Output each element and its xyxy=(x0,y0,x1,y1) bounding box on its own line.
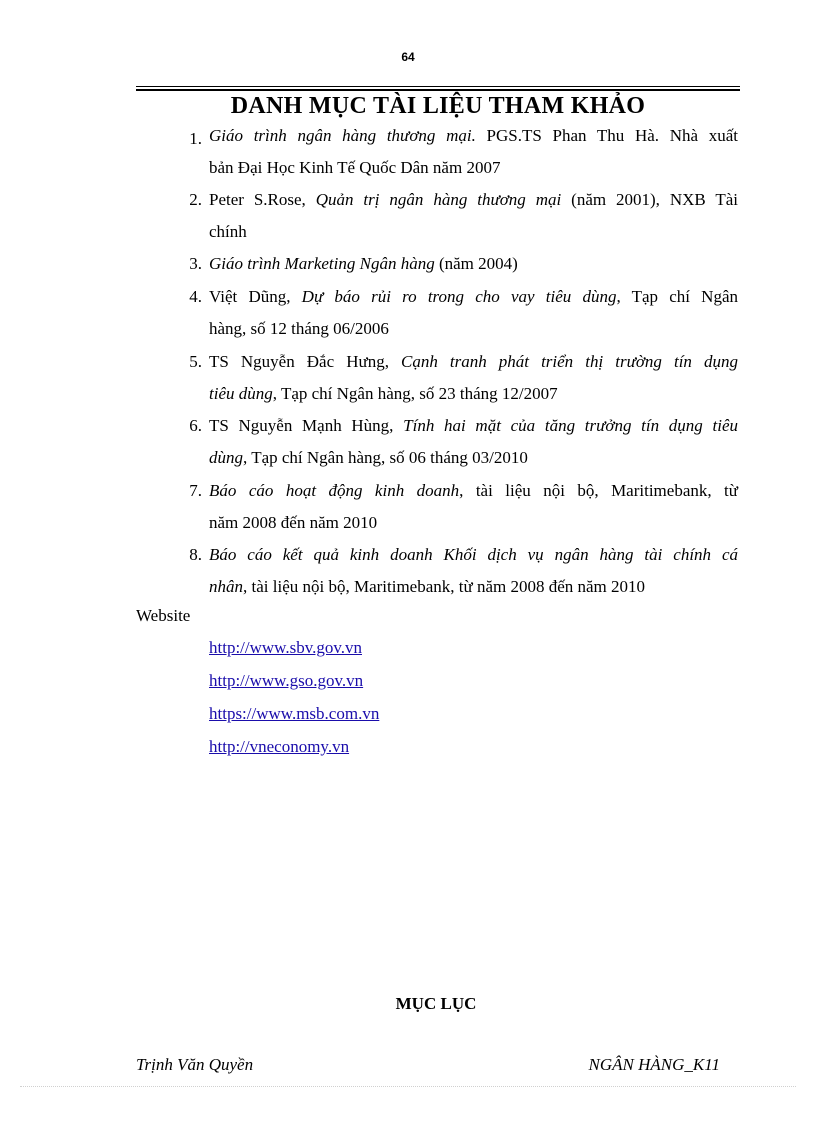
reference-detail: Peter S.Rose, xyxy=(209,190,316,209)
reference-text-continuation xyxy=(209,313,738,345)
reference-text-line xyxy=(209,539,738,571)
reference-text-continuation xyxy=(209,152,738,184)
reference-text-line xyxy=(209,410,738,442)
reference-text-line xyxy=(209,281,738,313)
reference-title: Tính hai mặt của tăng trưởng tín dụng tiêu xyxy=(403,416,738,435)
reference-detail: TS Nguyễn Mạnh Hùng, xyxy=(209,416,404,435)
reference-title: nhân xyxy=(209,577,243,596)
reference-title: Dự báo rủi ro trong cho vay tiêu dùng xyxy=(301,287,617,306)
reference-text-continuation xyxy=(209,507,738,539)
reference-title: dùng xyxy=(209,448,243,467)
page-number: 64 xyxy=(401,50,415,64)
reference-number: 5. xyxy=(189,352,202,371)
reference-text-continuation xyxy=(209,571,738,603)
reference-number: 1. xyxy=(189,129,202,148)
footer-author: Trịnh Văn Quyền xyxy=(136,1055,254,1074)
reference-detail: , Tạp chí Ngân hàng, số 23 tháng 12/2007 xyxy=(272,384,558,403)
reference-detail: , Tạp chí Ngân hàng, số 06 tháng 03/2010 xyxy=(243,448,528,467)
reference-title: Báo cáo hoạt động kinh doanh xyxy=(209,481,460,500)
header-rule-thick xyxy=(136,89,740,91)
footer-class-label: NGÂN HÀNG_K11 xyxy=(588,1055,720,1074)
reference-text-line xyxy=(209,120,738,152)
reference-title: Báo cáo kết quả kinh doanh Khối dịch vụ ngân hàng tài chính cá xyxy=(209,545,738,564)
page-title: DANH MỤC TÀI LIỆU THAM KHẢO xyxy=(230,93,646,119)
reference-title: tiêu dùng xyxy=(209,384,273,403)
reference-detail: TS Nguyễn Đắc Hưng, xyxy=(209,352,401,371)
reference-detail: (năm 2004) xyxy=(434,254,518,273)
reference-number: 2. xyxy=(189,190,202,209)
website-link[interactable]: http://vneconomy.vn xyxy=(209,737,350,756)
reference-number: 7. xyxy=(189,481,202,500)
reference-detail: bản Đại Học Kinh Tế Quốc Dân năm 2007 xyxy=(209,158,501,177)
website-link[interactable]: http://www.gso.gov.vn xyxy=(209,671,364,690)
reference-detail: hàng, số 12 tháng 06/2006 xyxy=(209,319,389,338)
reference-number: 8. xyxy=(189,545,202,564)
reference-text-continuation xyxy=(209,378,738,410)
reference-detail: PGS.TS Phan Thu Hà. Nhà xuất xyxy=(475,126,739,145)
reference-detail: , tài liệu nội bộ, Maritimebank, từ năm 2008 đến năm 2010 xyxy=(243,577,646,596)
reference-number: 4. xyxy=(189,287,202,306)
reference-detail: chính xyxy=(209,222,247,241)
reference-detail: , Tạp chí Ngân xyxy=(616,287,739,306)
footer-divider xyxy=(20,1086,796,1087)
reference-title: Quản trị ngân hàng thương mại xyxy=(315,190,562,209)
reference-text-line xyxy=(209,475,738,507)
reference-text-line xyxy=(209,184,738,216)
section-heading: MỤC LỤC xyxy=(395,994,477,1013)
reference-number: 3. xyxy=(189,254,202,273)
website-link[interactable]: https://www.msb.com.vn xyxy=(209,704,380,723)
reference-detail: (năm 2001), NXB Tài xyxy=(561,190,738,209)
reference-detail: Việt Dũng, xyxy=(209,287,302,306)
website-link[interactable]: http://www.sbv.gov.vn xyxy=(209,638,362,657)
reference-number: 6. xyxy=(189,416,202,435)
header-rule-thin xyxy=(136,86,740,87)
reference-title: Giáo trình Marketing Ngân hàng xyxy=(209,254,435,273)
reference-text-continuation xyxy=(209,216,738,248)
reference-title: Giáo trình ngân hàng thương mại. xyxy=(209,126,476,145)
reference-text-line xyxy=(209,346,738,378)
reference-text-continuation xyxy=(209,442,738,474)
reference-text-line xyxy=(209,248,738,280)
reference-title: Cạnh tranh phát triển thị trường tín dụng xyxy=(401,352,738,371)
website-label: Website xyxy=(136,606,191,625)
reference-detail: , tài liệu nội bộ, Maritimebank, từ xyxy=(459,481,738,500)
reference-detail: năm 2008 đến năm 2010 xyxy=(209,513,378,532)
